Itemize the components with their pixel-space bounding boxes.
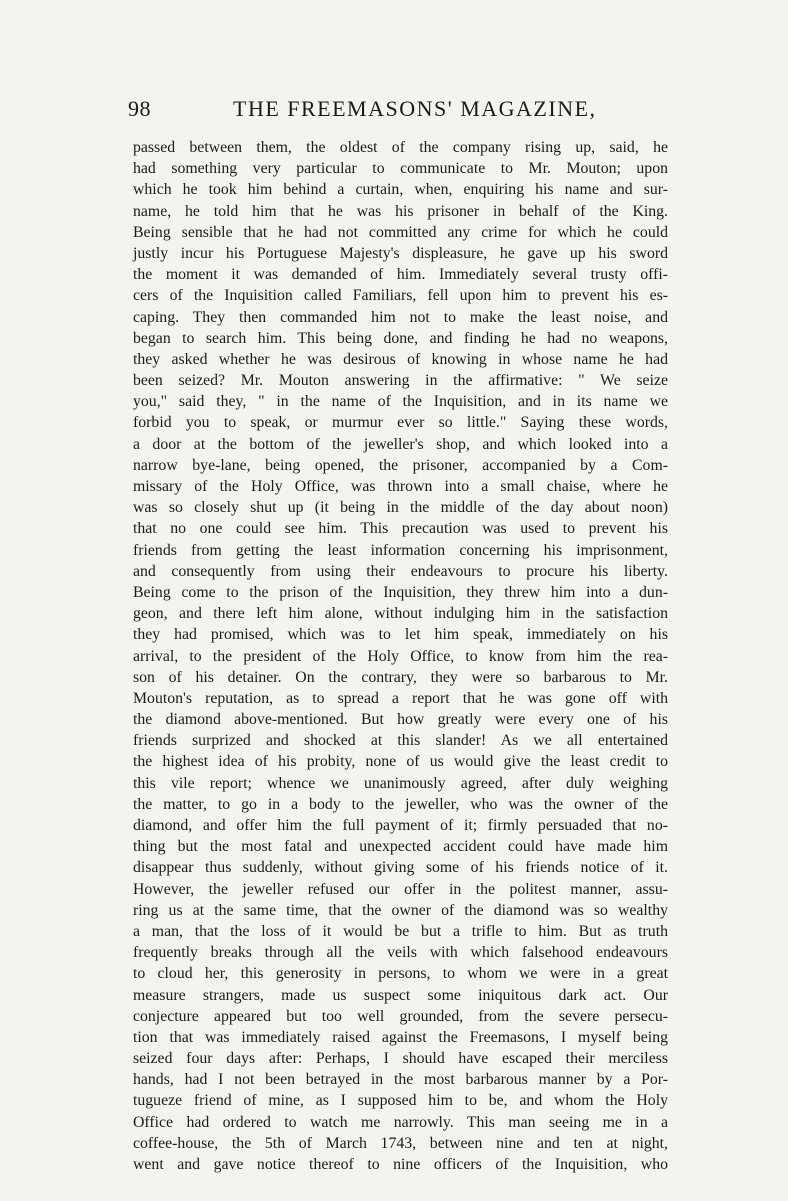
text-line: However, the jeweller refused our offer in the politest manner, assu- <box>133 880 668 898</box>
text-line: forbid you to speak, or murmur ever so little." Saying these words, <box>133 414 668 432</box>
text-line: to cloud her, this generosity in persons, to whom we were in a great <box>133 965 668 983</box>
text-line: the diamond above-mentioned. But how greatly were every one of his <box>133 711 668 729</box>
text-line: measure strangers, made us suspect some iniquitous dark act. Our <box>133 986 668 1004</box>
text-line: the highest idea of his probity, none of us would give the least credit to <box>133 753 668 771</box>
text-line: coffee-house, the 5th of March 1743, between nine and ten at night, <box>133 1134 668 1152</box>
text-line: been seized? Mr. Mouton answering in the affirmative: " We seize <box>133 372 668 390</box>
text-line: seized four days after: Perhaps, I should have escaped their merciless <box>133 1050 668 1068</box>
text-line: a door at the bottom of the jeweller's shop, and which looked into a <box>133 435 668 453</box>
text-line: justly incur his Portuguese Majesty's displeasure, he gave up his sword <box>133 244 668 262</box>
text-line: you," said they, " in the name of the Inquisition, and in its name we <box>133 393 668 411</box>
text-line: tugueze friend of mine, as I supposed him to be, and whom the Holy <box>133 1092 668 1110</box>
text-line: the matter, to go in a body to the jeweller, who was the owner of the <box>133 795 668 813</box>
page-header <box>128 96 668 126</box>
text-line: and consequently from using their endeavours to procure his liberty. <box>133 562 668 580</box>
text-line: frequently breaks through all the veils with which falsehood endeavours <box>133 944 668 962</box>
text-line: geon, and there left him alone, without indulging him in the satisfaction <box>133 605 668 623</box>
text-line: friends from getting the least information concerning his imprisonment, <box>133 541 668 559</box>
text-line: diamond, and offer him the full payment of it; firmly persuaded that no- <box>133 817 668 834</box>
text-line: which he took him behind a curtain, when, enquiring his name and sur- <box>133 181 668 199</box>
text-line: was so closely shut up (it being in the middle of the day about noon) <box>133 499 668 517</box>
text-line: went and gave notice thereof to nine officers of the Inquisition, who <box>133 1156 668 1173</box>
text-line: began to search him. This being done, and finding he had no weapons, <box>133 329 668 347</box>
text-line: Mouton's reputation, as to spread a report that he was gone off with <box>133 689 668 707</box>
text-line: they asked whether he was desirous of knowing in whose name he had <box>133 350 668 368</box>
text-line: this vile report; whence we unanimously agreed, after duly weighing <box>133 774 668 792</box>
text-line: narrow bye-lane, being opened, the prisoner, accompanied by a Com- <box>133 456 668 474</box>
text-line: a man, that the loss of it would be but a trifle to him. But as truth <box>133 922 668 940</box>
text-line: Office had ordered to watch me narrowly. This man seeing me in a <box>133 1113 668 1131</box>
text-line: passed between them, the oldest of the company rising up, said, he <box>133 139 668 156</box>
text-line: ring us at the same time, that the owner of the diamond was so wealthy <box>133 901 668 919</box>
text-line: they had promised, which was to let him speak, immediately on his <box>133 626 668 644</box>
text-line: son of his detainer. On the contrary, they were so barbarous to Mr. <box>133 668 668 686</box>
text-line: Being come to the prison of the Inquisition, they threw him into a dun- <box>133 583 668 601</box>
text-line: disappear thus suddenly, without giving some of his friends notice of it. <box>133 859 668 877</box>
text-line: name, he told him that he was his prisoner in behalf of the King. <box>133 202 668 220</box>
text-line: that no one could see him. This precaution was used to prevent his <box>133 520 668 538</box>
text-line: Being sensible that he had not committed any crime for which he could <box>133 223 668 241</box>
text-line: arrival, to the president of the Holy Office, to know from him the rea- <box>133 647 668 665</box>
text-line: friends surprized and shocked at this slander! As we all entertained <box>133 732 668 750</box>
page-number: 98 <box>128 96 151 121</box>
text-line: missary of the Holy Office, was thrown into a small chaise, where he <box>133 478 668 495</box>
text-line: the moment it was demanded of him. Immediately several trusty offi- <box>133 266 668 284</box>
text-line: had something very particular to communicate to Mr. Mouton; upon <box>133 160 668 178</box>
text-line: conjecture appeared but too well grounded, from the severe persecu- <box>133 1007 668 1025</box>
body-text <box>133 137 668 1175</box>
text-line: caping. They then commanded him not to make the least noise, and <box>133 308 668 326</box>
running-head: THE FREEMASONS' MAGAZINE, <box>233 96 597 121</box>
text-line: tion that was immediately raised against the Freemasons, I myself being <box>133 1028 668 1046</box>
text-line: hands, had I not been betrayed in the most barbarous manner by a Por- <box>133 1071 668 1089</box>
text-line: cers of the Inquisition called Familiars, fell upon him to prevent his es- <box>133 287 668 305</box>
text-line: thing but the most fatal and unexpected accident could have made him <box>133 838 668 856</box>
